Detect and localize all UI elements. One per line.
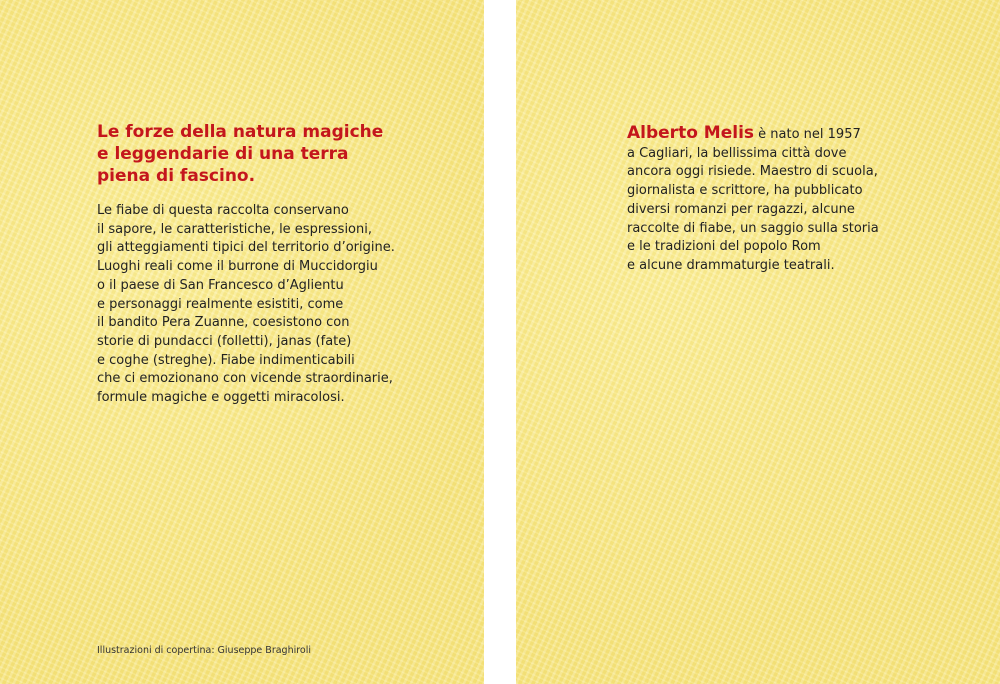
blurb-paragraph [97, 202, 427, 408]
author-bio [627, 124, 927, 276]
page-gutter [484, 0, 516, 684]
blurb-line: che ci emozionano con vicende straordinarie, [97, 371, 393, 387]
headline-line: e leggendarie di una terra [97, 144, 349, 164]
cover-illustration-credit: Illustrazioni di copertina: Giuseppe Braghiroli [97, 645, 312, 656]
right-page [516, 0, 1000, 684]
blurb-line: Luoghi reali come il burrone di Muccidorgiu [97, 259, 378, 275]
bio-line: e alcune drammaturgie teatrali. [627, 257, 835, 273]
headline-line: piena di fascino. [97, 166, 256, 186]
blurb-line: Le fiabe di questa raccolta conservano [97, 203, 349, 218]
blurb-line: e personaggi realmente esistiti, come [97, 296, 344, 312]
bio-line: e le tradizioni del popolo Rom [627, 239, 821, 255]
blurb-line: gli atteggiamenti tipici del territorio d’origine. [97, 240, 395, 256]
author-name: Alberto Melis [627, 123, 755, 143]
bio-line: giornalista e scrittore, ha pubblicato [627, 183, 863, 199]
blurb-line: e coghe (streghe). Fiabe indimenticabili [97, 352, 355, 368]
bio-line: raccolte di fiabe, un saggio sulla storia [627, 220, 879, 236]
bio-first-line-rest: è nato nel 1957 [754, 127, 861, 142]
blurb-line: o il paese di San Francesco d’Aglientu [97, 277, 344, 293]
blurb-line: formule magiche e oggetti miracolosi. [97, 390, 345, 406]
blurb-line: il sapore, le caratteristiche, le espressioni, [97, 221, 372, 237]
bio-line: diversi romanzi per ragazzi, alcune [627, 201, 855, 217]
left-page [0, 0, 484, 684]
headline-line: Le forze della natura magiche [97, 122, 384, 142]
headline [97, 121, 427, 187]
blurb-line: il bandito Pera Zuanne, coesistono con [97, 315, 350, 331]
bio-line: ancora oggi risiede. Maestro di scuola, [627, 164, 878, 180]
blurb-line: storie di pundacci (folletti), janas (fate) [97, 333, 352, 349]
bio-line: a Cagliari, la bellissima città dove [627, 145, 847, 161]
bio-first-line [627, 124, 927, 145]
